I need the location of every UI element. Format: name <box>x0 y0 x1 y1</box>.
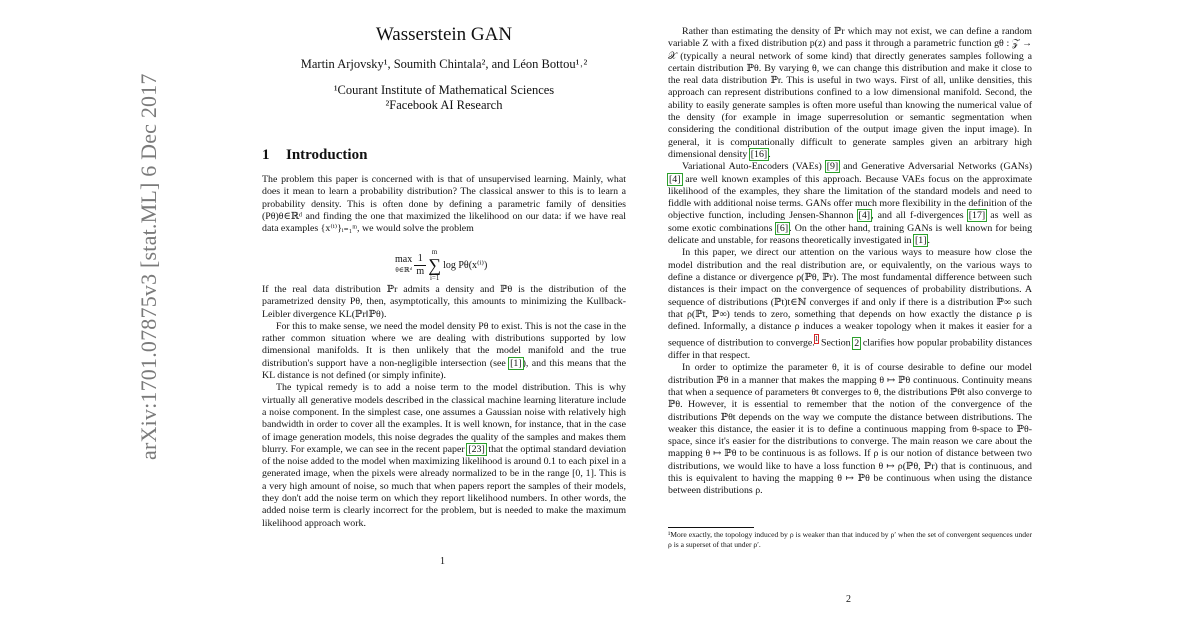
page-number-2: 2 <box>846 594 851 605</box>
affiliation-facebook: ²Facebook AI Research <box>385 98 503 112</box>
paragraph-distances: In this paper, we direct our attention on the various ways to measure how close the model distribution and the real distribution are, or equivalently, on the various ways to define a distance or divergence ρ(ℙθ, ℙr). The most fundamental difference between such distances is their impact on the convergence of sequences of probability distributions. A sequence of distributions (ℙt)t∈ℕ converges if and only if there is a distribution ℙ∞ such that ρ(ℙt, ℙ∞) tends to zero, something that depends on how exactly the distance ρ is defined. Informally, a distance ρ induces a weaker topology when it makes it easier for a sequence of distribution to converge.$^1$ Section 2 clarifies how popular probability distances differ in that respect. <box>668 247 1032 362</box>
paragraph-kl: If the real data distribution ℙr admits a density and ℙθ is the distribution of the parametrized density Pθ, then, asymptotically, this amounts to minimizing the Kullback-Leibler divergence KL(ℙr‖ℙθ). <box>262 284 626 320</box>
eq-body: log Pθ(x⁽ⁱ⁾) <box>443 259 488 271</box>
citation-link[interactable]: [9] <box>826 161 839 173</box>
eq-max-subscript: θ∈ℝᵈ <box>395 266 412 274</box>
eq-sum-lower: i=1 <box>429 274 440 282</box>
paragraph-vae-gan: Variational Auto-Encoders (VAEs) [9] and Generative Adversarial Networks (GANs) [4] are well known examples of this approach. Because VAEs focus on the approximate likelihood of the examples, they share the limitation of the standard models and need to fiddle with additional noise terms. GANs offer much more flexibility in the definition of the objective function, including Jensen-Shannon [4], and all f-divergences [17] as well as some exotic combinations [6]. On the other hand, training GANs is well known for being delicate and unstable, for reasons theoretically investigated in [1]. <box>668 161 1033 247</box>
paper-title: Wasserstein GAN <box>375 24 513 45</box>
paper-authors: Martin Arjovsky¹, Soumith Chintala², and Léon Bottou¹˒² <box>300 57 588 71</box>
page-number-1: 1 <box>440 556 445 567</box>
paragraph-continuity: In order to optimize the parameter θ, it is of course desirable to define our model distribution ℙθ in a manner that makes the mapping θ ↦ ℙθ continuous. Continuity means that when a sequence of parameters θt converges to θ, the distributions ℙθt also converge to ℙθ. However, it is essential to remember that the notion of the convergence of the distributions ℙθt depends on the way we compute the distance between distributions. The weaker this distance, the easier it is to define a continuous mapping from θ-space to ℙθ-space, since it's easier for the distributions to converge. The main reason we care about the mapping θ ↦ ℙθ to be continuous is as follows. If ρ is our notion of distance between two distributions, we would like to have a loss function θ ↦ ρ(ℙθ, ℙr) that is continuous, and this is equivalent to having the mapping θ ↦ ℙθ be continuous when using the distance between distributions ρ. <box>668 362 1032 497</box>
eq-numerator: 1 <box>417 252 423 264</box>
citation-link[interactable]: [6] <box>776 222 789 234</box>
citation-link[interactable]: [23] <box>468 443 485 455</box>
citation-link[interactable]: [1] <box>510 357 522 369</box>
likelihood-equation <box>394 247 488 283</box>
citation-link[interactable]: [16] <box>750 148 768 160</box>
section-title: Introduction <box>286 147 368 163</box>
paragraph-noise: The typical remedy is to add a noise term to the model distribution. This is why virtually all generative models described in the classical machine learning literature include a noise component. In the simplest case, one assumes a Gaussian noise with relatively high bandwidth in order to cover all the examples. It is well known, for instance, that in the case of image generation models, this noise degrades the quality of the samples and makes them blurry. For example, we can see in the recent paper [23] that the optimal standard deviation of the noise added to the model when maximizing likelihood is around 0.1 to each pixel in a generated image, when the pixels were already normalized to be in the range [0, 1]. This is a very high amount of noise, so much that when papers report the samples of their models, they don't add the noise term on which they report likelihood numbers. In other words, the added noise term is clearly incorrect for the problem, but is needed to make the maximum likelihood approach work. <box>262 382 627 529</box>
section-heading <box>262 147 367 164</box>
footnote-link[interactable]: 1 <box>814 335 819 344</box>
eq-max: max <box>395 254 413 265</box>
intro-paragraph-1 <box>262 174 626 235</box>
arxiv-identifier: arXiv:1701.07875v3 [stat.ML] 6 Dec 2017 <box>136 73 161 460</box>
citation-link[interactable]: [1] <box>914 235 927 247</box>
section-reference-link[interactable]: 2 <box>854 337 860 349</box>
section-number: 1 <box>262 147 270 163</box>
paragraph-generator: Rather than estimating the density of ℙr which may not exist, we can define a random variable Z with a fixed distribution p(z) and pass it through a parametric function gθ : 𝒵 → 𝒳 (typically a neural network of some kind) that directly generates samples following a certain distribution ℙθ. By varying θ, we can change this distribution and make it close to the real data distribution ℙr. This is useful in two ways. First of all, unlike densities, this approach can represent distributions confined to a low dimensional manifold. Second, the ability to easily generate samples is often more useful than knowing the numerical value of the density (for example in image superresolution or semantic segmentation when considering the conditional distribution of the output image given the input image). In general, it is computationally difficult to generate samples given an arbitrary high dimensional density [16]. <box>668 26 1032 160</box>
citation-link[interactable]: [4] <box>858 210 871 222</box>
footnote: ¹More exactly, the topology induced by ρ is weaker than that induced by ρ′ when the set of convergent sequences under ρ is a superset of that under ρ′. <box>668 530 1032 549</box>
footnote-divider <box>668 527 754 528</box>
eq-sum-symbol: ∑ <box>428 255 442 275</box>
intro-body-page-2 <box>668 26 1032 498</box>
intro-body-page-1 <box>262 284 626 530</box>
eq-sum-upper: m <box>431 248 438 256</box>
affiliation-courant: ¹Courant Institute of Mathematical Sciences <box>333 83 555 97</box>
eq-denominator: m <box>416 265 425 277</box>
citation-link[interactable]: [17] <box>968 210 986 222</box>
citation-link[interactable]: [4] <box>669 173 681 185</box>
paragraph-density: For this to make sense, we need the model density Pθ to exist. This is not the case in the rather common situation where we are dealing with distributions supported by low dimensional manifolds. It is then unlikely that the model manifold and the true distribution's support have a non-negligible intersection (see [1]), and this means that the KL distance is not defined (or simply infinite). <box>262 320 626 382</box>
paragraph-text: The problem this paper is concerned with is that of unsupervised learning. Mainly, what does it mean to learn a probability distribution? The classical answer to this is to learn a probability density. This is often done by defining a parametric family of densities (Pθ)θ∈ℝᵈ and finding the one that maximized the likelihood on our data: if we have real data examples {x⁽ⁱ⁾}ᵢ₌₁ᵐ, we would solve the problem <box>262 174 626 235</box>
